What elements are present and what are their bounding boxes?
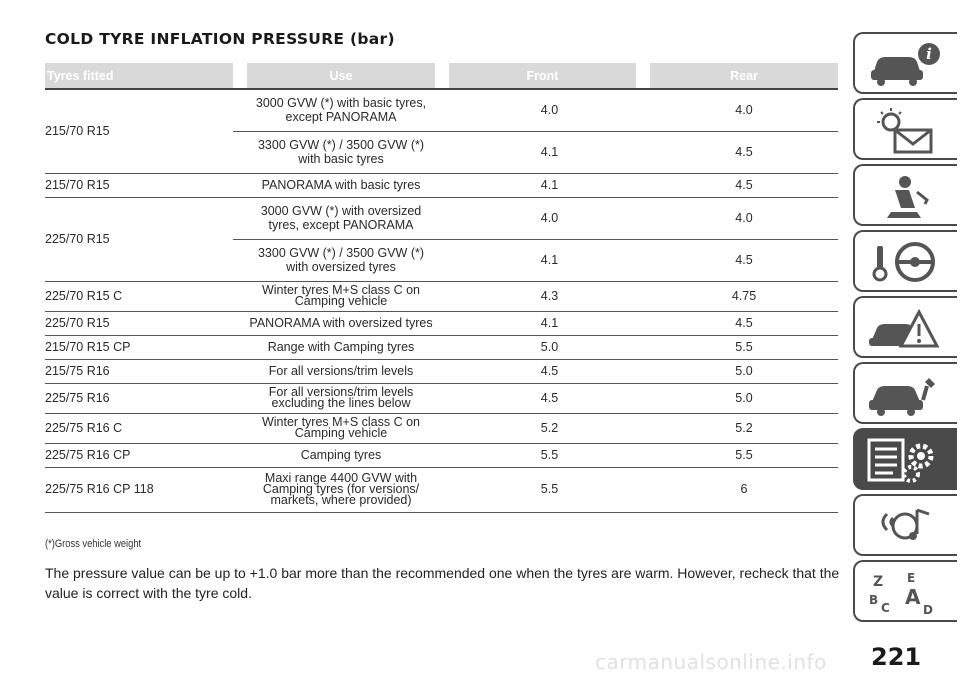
use-cell	[233, 239, 449, 281]
use-line: Camping tyres (for versions/	[262, 482, 420, 496]
tyre-size-cell: 215/70 R15	[45, 89, 233, 173]
use-line: PANORAMA with basic tyres	[261, 178, 421, 192]
front-pressure-cell: 4.1	[449, 173, 650, 197]
front-pressure-cell: 4.5	[449, 383, 650, 413]
tyre-size-cell: 215/70 R15 CP	[45, 335, 233, 359]
use-cell	[233, 443, 449, 467]
front-pressure-cell: 5.0	[449, 335, 650, 359]
table-row	[45, 467, 838, 512]
table-row	[45, 413, 838, 443]
use-cell	[233, 359, 449, 383]
use-cell	[233, 335, 449, 359]
table-row	[45, 359, 838, 383]
header-use: Use	[247, 63, 435, 89]
svg-text:B: B	[869, 593, 879, 607]
svg-text:Z: Z	[873, 574, 884, 590]
tab-emergency[interactable]	[853, 296, 957, 358]
header-rear: Rear	[650, 63, 838, 89]
use-line: For all versions/trim levels	[268, 385, 414, 399]
svg-text:A: A	[905, 585, 921, 609]
tyre-size-cell: 225/75 R16 C	[45, 413, 233, 443]
use-cell	[233, 467, 449, 512]
tyre-size-cell: 225/75 R16	[45, 383, 233, 413]
table-row	[45, 281, 838, 311]
use-line: PANORAMA with oversized tyres	[249, 316, 433, 330]
tab-safety[interactable]	[853, 164, 957, 226]
tyre-pressure-table	[45, 63, 838, 513]
tyre-size-cell: 215/75 R16	[45, 359, 233, 383]
use-cell	[233, 383, 449, 413]
use-line: Camping vehicle	[294, 426, 388, 440]
use-cell	[233, 89, 449, 131]
rear-pressure-cell: 4.0	[650, 197, 838, 239]
header-front: Front	[449, 63, 636, 89]
tyre-size-cell: 225/70 R15	[45, 197, 233, 281]
rear-pressure-cell: 5.2	[650, 413, 838, 443]
use-line: For all versions/trim levels	[268, 364, 414, 378]
use-line: 3000 GVW (*) with oversized	[260, 204, 422, 218]
tyre-size-cell: 215/70 R15	[45, 173, 233, 197]
svg-text:D: D	[923, 603, 933, 616]
use-line: Camping vehicle	[294, 294, 388, 308]
use-line: Winter tyres M+S class C on	[261, 415, 421, 429]
use-line: with basic tyres	[298, 152, 384, 166]
steering-wheel-key-icon	[865, 238, 945, 286]
use-cell	[233, 173, 449, 197]
technical-specs-icon	[865, 436, 945, 484]
car-info-icon	[865, 40, 945, 88]
tab-technical-specifications[interactable]	[853, 428, 957, 490]
use-line: markets, where provided)	[270, 493, 412, 507]
table-row	[45, 443, 838, 467]
front-pressure-cell: 4.0	[449, 197, 650, 239]
rear-pressure-cell: 4.75	[650, 281, 838, 311]
table-row	[45, 197, 838, 239]
front-pressure-cell: 4.0	[449, 89, 650, 131]
table-row	[45, 89, 838, 131]
svg-text:E: E	[907, 571, 916, 585]
page-number: 221	[871, 643, 922, 671]
table-row	[45, 335, 838, 359]
use-line: 3000 GVW (*) with basic tyres,	[255, 96, 427, 111]
footnote: (*)Gross vehicle weight	[45, 538, 142, 550]
chapter-tabs	[853, 32, 958, 626]
tab-maintenance[interactable]	[853, 362, 957, 424]
multimedia-icon	[865, 502, 945, 550]
tab-car-info[interactable]	[853, 32, 957, 94]
use-cell	[233, 311, 449, 335]
warm-tyre-note: The pressure value can be up to +1.0 bar more than the recommended one when the tyres are warm. However, recheck that the value is correct with the tyre cold.	[45, 565, 840, 601]
table-header-row	[45, 63, 838, 89]
use-line: Maxi range 4400 GVW with	[264, 471, 418, 485]
tab-multimedia[interactable]	[853, 494, 957, 556]
page-title: COLD TYRE INFLATION PRESSURE (bar)	[45, 30, 395, 48]
tyre-size-cell: 225/70 R15	[45, 311, 233, 335]
tab-index[interactable]	[853, 560, 957, 622]
rear-pressure-cell: 4.5	[650, 173, 838, 197]
use-line: except PANORAMA	[285, 110, 397, 125]
tyre-size-cell: 225/75 R16 CP 118	[45, 467, 233, 512]
table-row	[45, 311, 838, 335]
tab-warning-lights[interactable]	[853, 98, 957, 160]
use-line: Winter tyres M+S class C on	[261, 283, 421, 297]
use-line: with oversized tyres	[286, 260, 396, 274]
tyre-size-cell: 225/75 R16 CP	[45, 443, 233, 467]
warning-lights-icon	[865, 106, 945, 154]
use-cell	[233, 281, 449, 311]
front-pressure-cell: 4.5	[449, 359, 650, 383]
tyre-size-cell: 225/70 R15 C	[45, 281, 233, 311]
table-row	[45, 383, 838, 413]
car-emergency-icon	[865, 304, 945, 352]
front-pressure-cell: 4.1	[449, 311, 650, 335]
use-cell	[233, 413, 449, 443]
use-line: Range with Camping tyres	[267, 340, 415, 354]
use-line: 3300 GVW (*) / 3500 GVW (*)	[257, 138, 425, 152]
rear-pressure-cell: 5.5	[650, 443, 838, 467]
front-pressure-cell: 5.2	[449, 413, 650, 443]
svg-text:C: C	[881, 601, 890, 615]
airbag-seat-icon	[865, 172, 945, 220]
front-pressure-cell: 5.5	[449, 467, 650, 512]
rear-pressure-cell: 5.0	[650, 359, 838, 383]
table-row	[45, 173, 838, 197]
car-maintenance-icon	[865, 370, 945, 418]
use-line: Camping tyres	[300, 448, 382, 462]
header-tyres-fitted: Tyres fitted	[45, 63, 233, 89]
rear-pressure-cell: 5.0	[650, 383, 838, 413]
svg-text:i: i	[926, 45, 932, 63]
use-line: tyres, except PANORAMA	[268, 218, 414, 232]
rear-pressure-cell: 4.5	[650, 131, 838, 173]
rear-pressure-cell: 5.5	[650, 335, 838, 359]
rear-pressure-cell: 6	[650, 467, 838, 512]
alphabetical-index-icon	[865, 568, 945, 616]
use-line: 3300 GVW (*) / 3500 GVW (*)	[257, 246, 425, 260]
watermark: carmanualsonline.info	[595, 650, 827, 674]
rear-pressure-cell: 4.0	[650, 89, 838, 131]
front-pressure-cell: 4.1	[449, 239, 650, 281]
tab-starting-driving[interactable]	[853, 230, 957, 292]
rear-pressure-cell: 4.5	[650, 239, 838, 281]
use-line: excluding the lines below	[271, 396, 411, 410]
front-pressure-cell: 4.3	[449, 281, 650, 311]
front-pressure-cell: 5.5	[449, 443, 650, 467]
rear-pressure-cell: 4.5	[650, 311, 838, 335]
use-cell	[233, 197, 449, 239]
front-pressure-cell: 4.1	[449, 131, 650, 173]
use-cell	[233, 131, 449, 173]
